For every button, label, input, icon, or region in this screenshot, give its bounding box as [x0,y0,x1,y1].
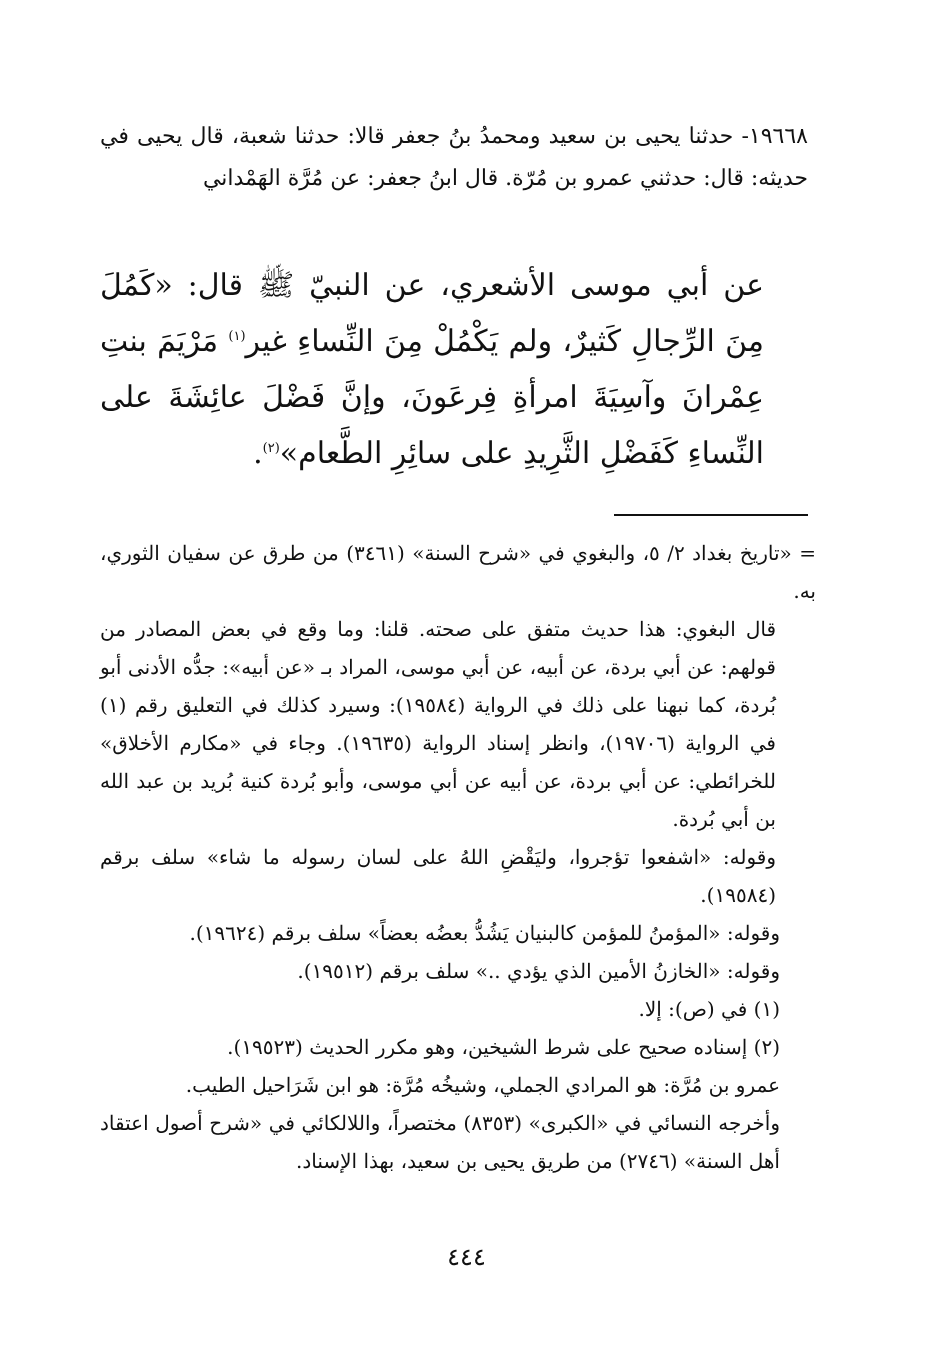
footnote-2: (٢) إسناده صحيح على شرط الشيخين، وهو مكرر الحديث (١٩٥٢٣). [227,1035,780,1059]
page-number: ٤٤٤ [447,1243,486,1271]
hadith-matn [100,258,808,482]
footnote-qawluhu-2: وقوله: «المؤمنُ للمؤمن كالبنيان يَشُدُّ بعضُه بعضاً» سلف برقم (١٩٦٢٤). [189,921,780,945]
footnote-separator [614,514,808,516]
footnote-baghawi: قال البغوي: هذا حديث متفق على صحته. قلنا: وما وقع في بعض المصادر من قولهم: عن أبي بردة، عن أبيه، عن أبي موسى، المراد بـ «عن أبيه»: جدُّه الأدنى أبو بُردة، كما نبهنا على ذلك في الرواية (١٩٥٨٤): وسيرد كذلك في التعليق رقم (١) في الرواية (١٩٧٠٦)، وانظر إسناد الرواية (١٩٦٣٥). وجاء في «مكارم الأخلاق» للخرائطي: عن أبي بردة، عن أبيه عن أبي موسى، وأبو بُردة كنية بُريد بن عبد الله بن أبي بُردة. [100,617,776,831]
footnote-qawluhu-3: وقوله: «الخازنُ الأمين الذي يؤدي ..» سلف برقم (١٩٥١٢). [297,959,780,983]
footnote-2-narrator: عمرو بن مُرَّة: هو المرادي الجملي، وشيخُه مُرَّة: هو ابن شَرَاحيل الطيب. [185,1073,780,1097]
footnote-ref-2: (٢) [262,441,280,456]
footnote-2-takhrij: وأخرجه النسائي في «الكبرى» (٨٣٥٣) مختصراً، واللالكائي في «شرح أصول اعتقاد أهل السنة» (٢٧٤٦) من طريق يحيى بن سعيد، بهذا الإسناد. [100,1111,780,1173]
hadith-matn-text [100,258,808,482]
footnote-continuation: = «تاريخ بغداد ٢/ ٥، والبغوي في «شرح السنة» (٣٤٦١) من طرق عن سفيان الثوري، به. [100,541,816,603]
footnote-ref-1: (١) [228,329,246,344]
hadith-isnad: ١٩٦٦٨- حدثنا يحيى بن سعيد ومحمدُ بنُ جعفر قالا: حدثنا شعبة، قال يحيى في حديثه: قال: حدثني عمرو بن مُرّة. قال ابنُ جعفر: عن مُرَّة الهَمْداني [100,124,808,191]
footnote-qawluhu-1: وقوله: «اشفعوا تؤجروا، وليَقْضِ اللهُ على لسان رسوله ما شاء» سلف برقم (١٩٥٨٤). [100,845,777,907]
footnote-1: (١) في (ص): إلا. [638,997,780,1021]
matn-part-1: عن أبي موسى الأشعري، عن النبيّ ﷺ قال: «كَمُلَ مِنَ الرِّجالِ كَثيرٌ، ولم يَكْمُلْ مِنَ النِّساءِ غير [100,268,764,359]
footnotes-section [100,534,816,1180]
matn-part-2: مَرْيَمَ بنتِ عِمْرانَ وآسِيَةَ امرأةِ فِرعَونَ، وإنَّ فَضْلَ عائِشَةَ على النِّساءِ كَفَضْلِ الثَّرِيدِ على سائِرِ الطَّعام» [100,324,764,471]
matn-end: . [253,436,263,471]
